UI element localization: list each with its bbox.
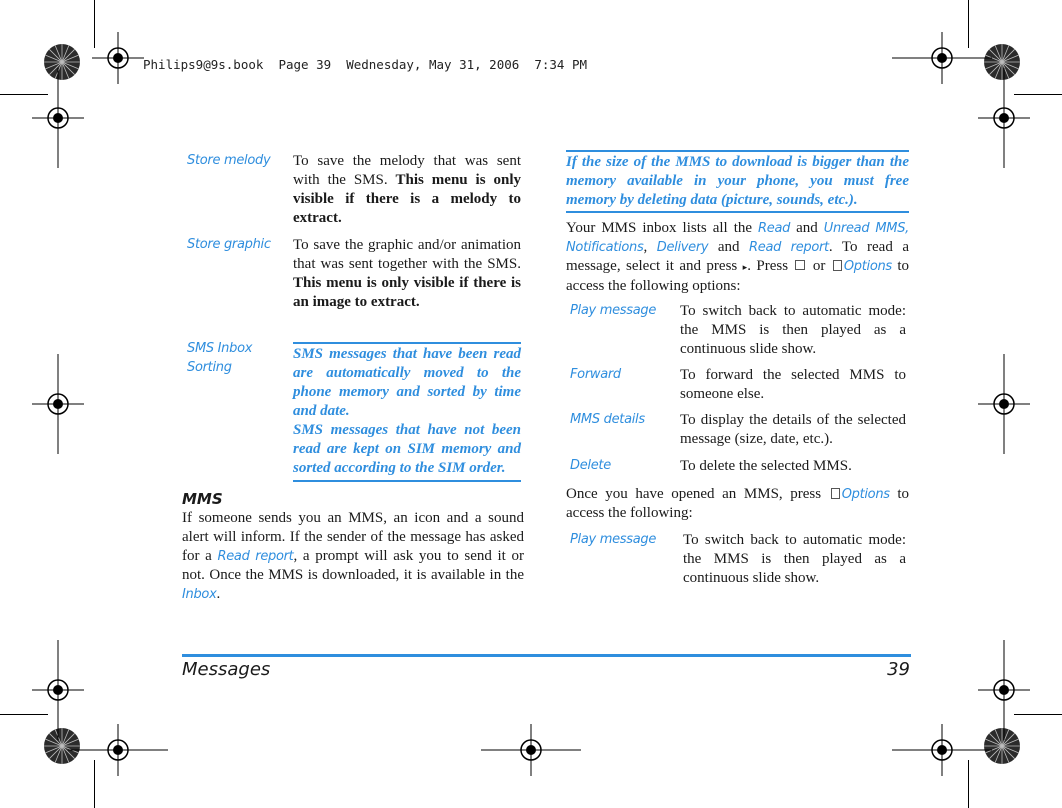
term-play-message: Play message [570, 303, 657, 318]
footer-chapter-title: Messages [182, 659, 271, 680]
note-rule-bottom [566, 211, 909, 213]
ok-key-icon [795, 260, 805, 270]
footer-rule [182, 654, 911, 657]
term-store-graphic: Store graphic [187, 237, 271, 252]
def-store-graphic: To save the graphic and/or animation that was sent together with the SMS. This menu is only visible if there is an image to extract. [293, 237, 521, 310]
def-play-message: To switch back to automatic mode: the MMS is then played as a continuous slide show. [683, 532, 906, 586]
print-header: Philips9@9s.book Page 39 Wednesday, May 31, 2006 7:34 PM [143, 57, 588, 72]
note-rule-top [566, 150, 909, 152]
term-sms-inbox-sorting: SMS Inbox Sorting [187, 341, 253, 375]
softkey-icon [831, 488, 840, 499]
term-play-message: Play message [570, 532, 657, 547]
note-mms-size: If the size of the MMS to download is bigger than the memory available in your phone, you must free memory by deleting data (picture, sounds, etc.). [566, 154, 909, 208]
mms-intro-paragraph: If someone sends you an MMS, an icon and a sound alert will inform. If the sender of the message has asked for a Read report, a prompt will ask you to send it or not. Once the MMS is downloaded, it is available in the Inbox. [182, 510, 525, 602]
def-forward: To forward the selected MMS to someone else. [680, 367, 906, 402]
def-delete: To delete the selected MMS. [680, 458, 852, 474]
star-target-icon [984, 728, 1020, 764]
star-target-icon [44, 728, 80, 764]
opened-paragraph: Once you have opened an MMS, press Options to access the following: [566, 486, 910, 521]
section-heading-mms: MMS [182, 490, 223, 508]
term-forward: Forward [570, 367, 621, 382]
note-rule-top [293, 342, 521, 344]
page-number: 39 [887, 659, 910, 680]
star-target-icon [984, 44, 1020, 80]
registration-icon [92, 32, 144, 84]
def-store-melody: To save the melody that was sent with the SMS. This menu is only visible if there is a melody to extract. [293, 153, 521, 226]
note-sms-sorting: SMS messages that have been read are automatically moved to the phone memory and sorted by time and date. SMS messages that have not been read are kept on SIM memory and sorted according to the SIM order. [293, 346, 521, 476]
note-rule-bottom [293, 480, 521, 482]
softkey-icon [833, 260, 842, 271]
term-delete: Delete [570, 458, 611, 473]
star-target-icon [44, 44, 80, 80]
term-mms-details: MMS details [570, 412, 645, 427]
def-mms-details: To display the details of the selected message (size, date, etc.). [680, 412, 906, 447]
inbox-paragraph: Your MMS inbox lists all the Read and Unread MMS, Notifications, Delivery and Read report. To read a message, select it and press ▸. Press or Options to access the following options: [566, 220, 910, 294]
def-play-message: To switch back to automatic mode: the MMS is then played as a continuous slide show. [680, 303, 906, 357]
term-store-melody: Store melody [187, 153, 271, 168]
nav-right-icon: ▸ [742, 262, 748, 272]
